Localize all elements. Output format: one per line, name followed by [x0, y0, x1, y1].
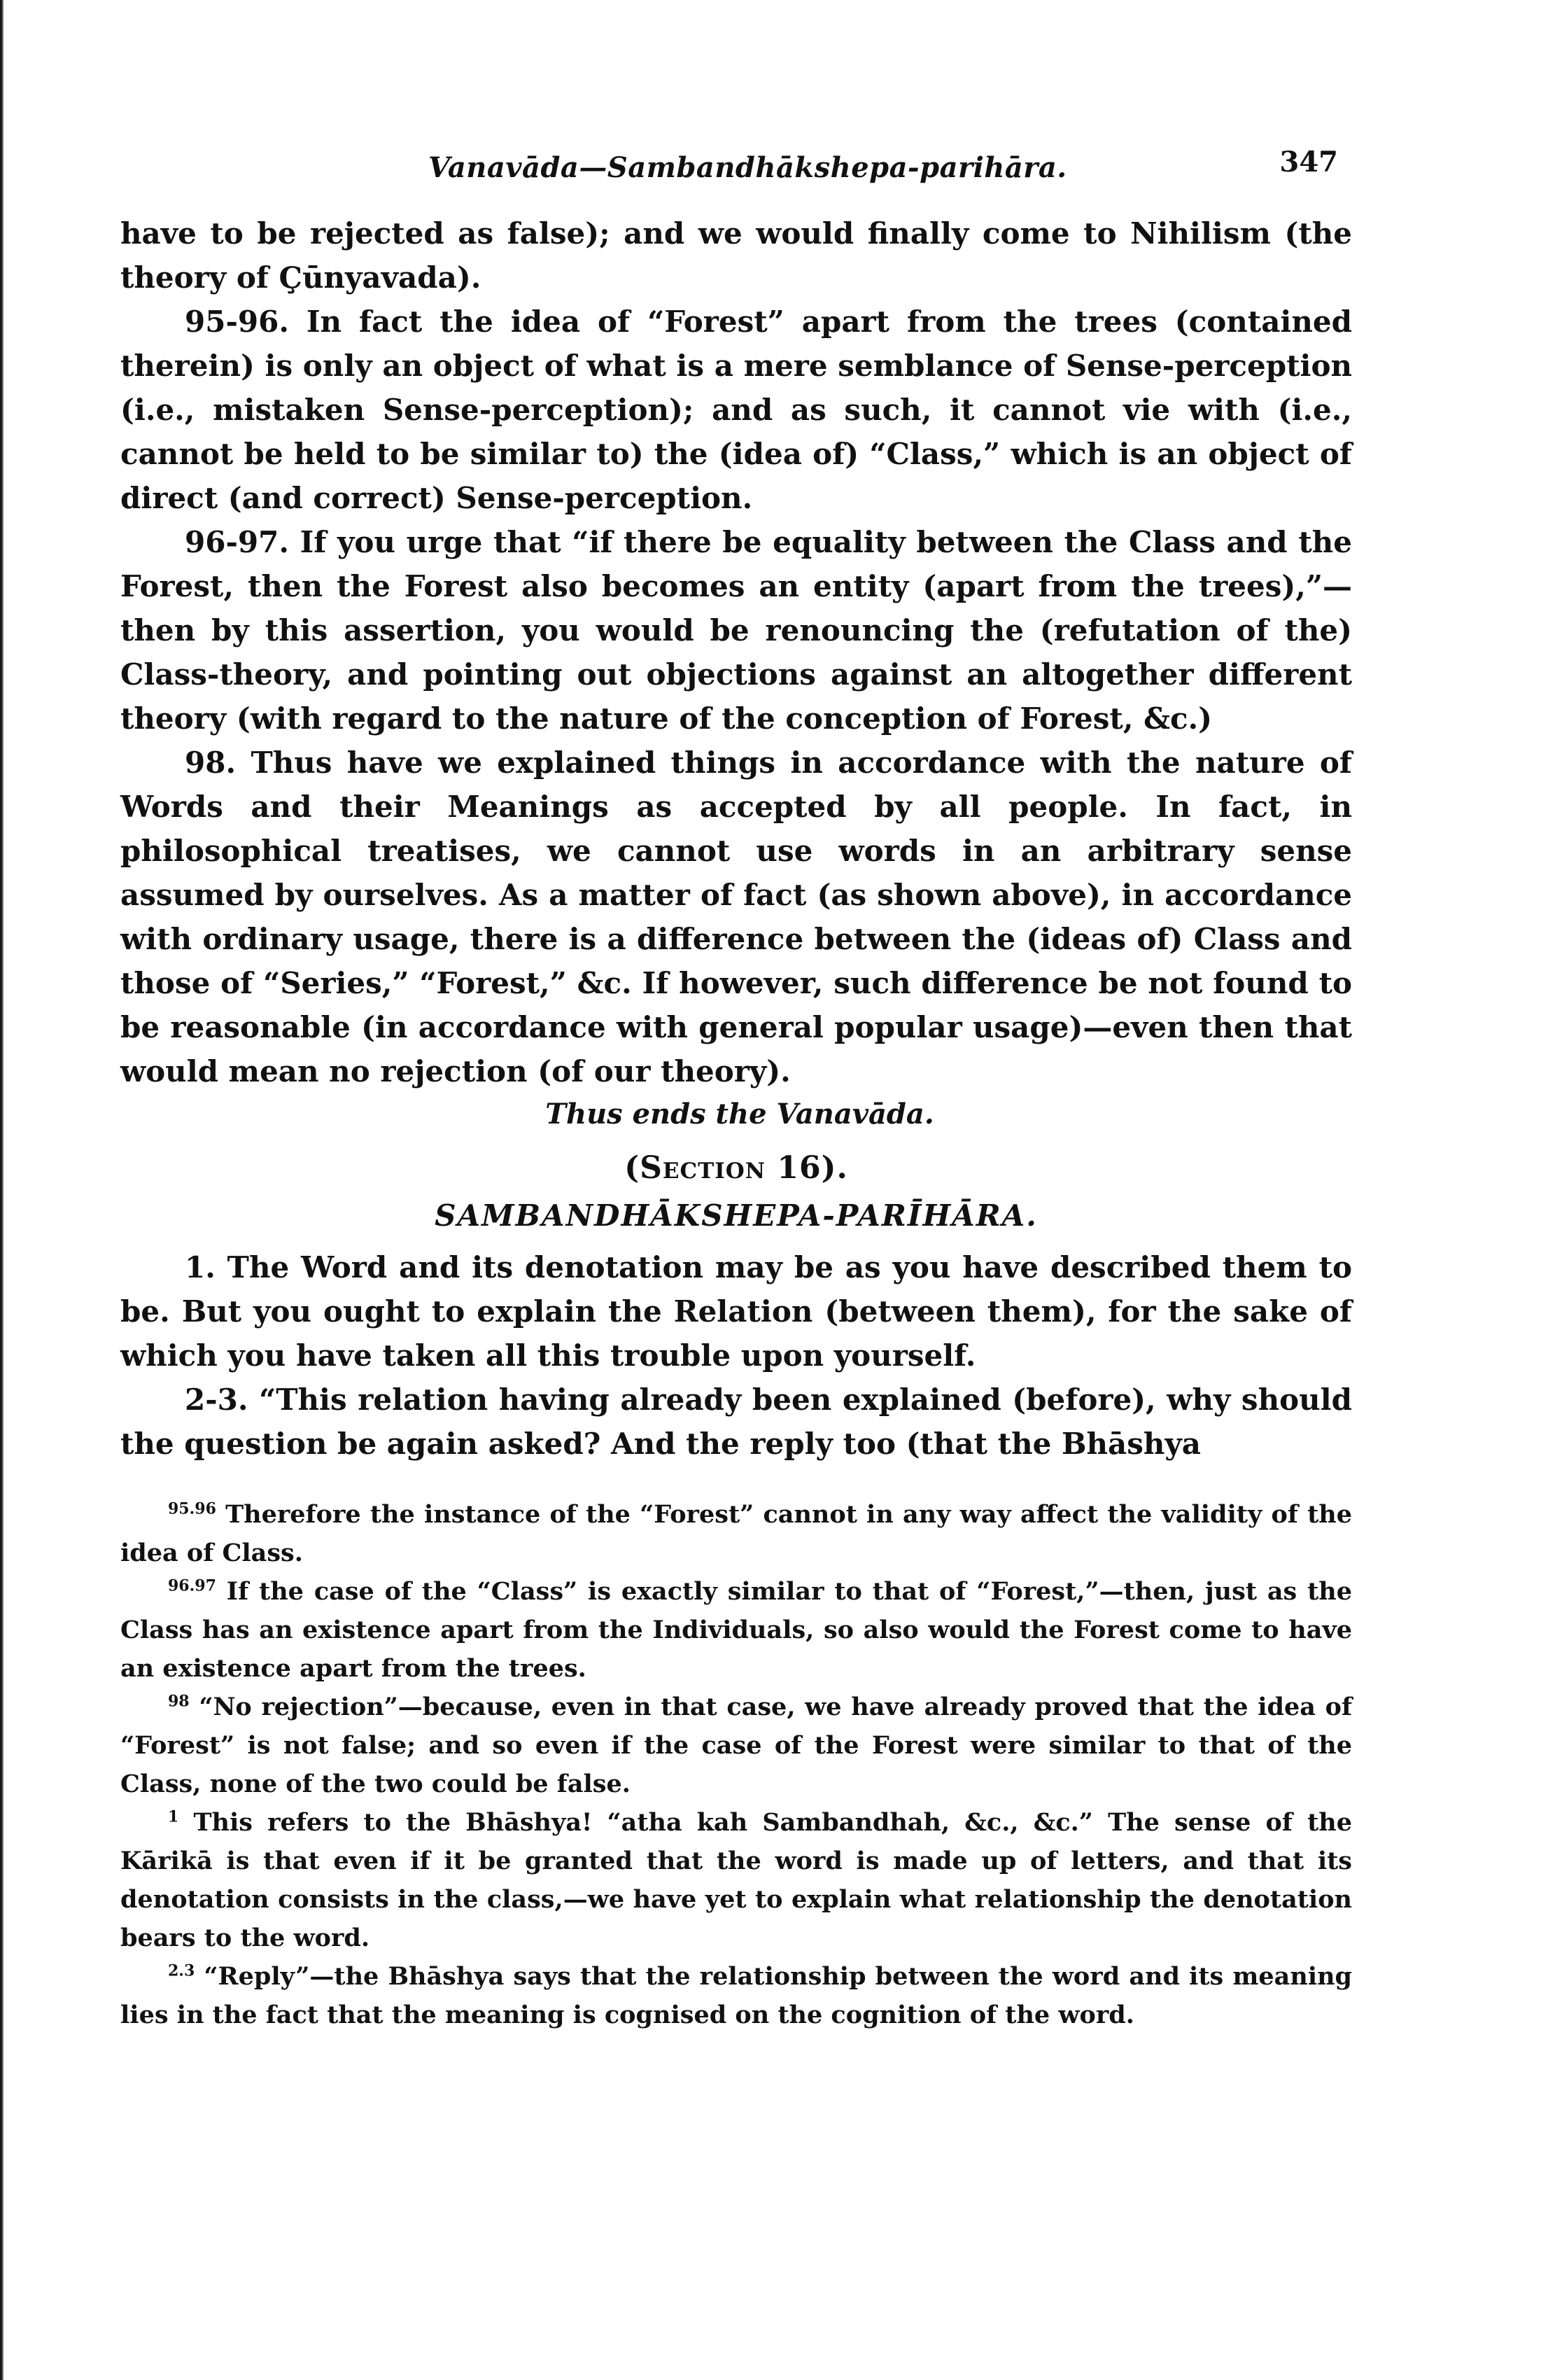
- running-title: Vanavāda—Sambandhākshepa-parihāra.: [428, 151, 1067, 184]
- section-text: [120, 1245, 1352, 1466]
- footnotes: [120, 1495, 1352, 2034]
- footnote-text: This refers to the Bhāshya! “atha kah Sambandhah, &c., &c.” The sense of the Kārikā is that even if it be granted that the word is made up of letters, and that its denotation consists in the class,—we have yet to explain what relationship the denotation bears to the word.: [120, 1808, 1352, 1952]
- paragraph: 95-96. In fact the idea of “Forest” apart from the trees (contained therein) is only an object of what is a mere semblance of Sense-perception (i.e., mistaken Sense-perception); and as such, it cannot vie with (i.e., cannot be held to be similar to) the (idea of) “Class,” which is an object of direct (and correct) Sense-perception.: [120, 304, 1352, 515]
- footnote-text: Therefore the instance of the “Forest” cannot in any way affect the validity of the idea of Class.: [120, 1500, 1352, 1567]
- paragraph: 2-3. “This relation having already been explained (before), why should the question be again asked? And the reply too (that the Bhāshya: [120, 1382, 1352, 1461]
- paragraph: have to be rejected as false); and we would finally come to Nihilism (the theory of Çūnyavada).: [120, 216, 1352, 295]
- paragraph: 96-97. If you urge that “if there be equality between the Class and the Forest, then the Forest also becomes an entity (apart from the trees),”—then by this assertion, you would be renouncing the (refutation of the) Class-theory, and pointing out objections against an altogether different theory (with regard to the nature of the conception of Forest, &c.): [120, 525, 1352, 736]
- section-label: Section: [640, 1150, 766, 1186]
- footnote: [120, 1803, 1352, 1957]
- footnote-mark: 1: [168, 1807, 179, 1826]
- running-header: [120, 146, 1352, 200]
- section-title: SAMBANDHĀKSHEPA-PARĪHĀRA.: [435, 1198, 1038, 1233]
- footnote-text: “No rejection”—because, even in that case, we have already proved that the idea of “Forest” is not false; and so even if the case of the Forest were similar to that of the Class, none of the two could be false.: [120, 1693, 1352, 1798]
- footnote: [120, 1688, 1352, 1803]
- paragraph: 98. Thus have we explained things in accordance with the nature of Words and their Meanings as accepted by all people. In fact, in philosophical treatises, we cannot use words in an arbitrary sense assumed by ourselves. As a matter of fact (as shown above), in accordance with ordinary usage, there is a difference between the (ideas of) Class and those of “Series,” “Forest,” &c. If however, such difference be not found to be reasonable (in accordance with general popular usage)—even then that would mean no rejection (of our theory).: [120, 746, 1352, 1088]
- footnote: [120, 1957, 1352, 2034]
- footnote-mark: 2.3: [168, 1961, 195, 1980]
- footnote: [120, 1572, 1352, 1688]
- page-number: 347: [1279, 146, 1338, 178]
- footnote-mark: 95.96: [168, 1499, 216, 1518]
- footnote-text: “Reply”—the Bhāshya says that the relationship between the word and its meaning lies in the fact that the meaning is cognised on the cognition of the word.: [120, 1962, 1352, 2029]
- main-text: [120, 211, 1352, 1093]
- book-page: [120, 146, 1352, 2034]
- footnote-mark: 98: [168, 1692, 190, 1711]
- footnote-mark: 96.97: [168, 1576, 216, 1595]
- paragraph: 1. The Word and its denotation may be as you have described them to be. But you ought to explain the Relation (between them), for the sake of which you have taken all this trouble upon yourself.: [120, 1250, 1352, 1373]
- ends-line: Thus ends the Vanavāda.: [545, 1098, 934, 1130]
- page-binding-edge: [0, 0, 10, 2380]
- section-number: 16: [777, 1150, 822, 1186]
- footnote-text: If the case of the “Class” is exactly similar to that of “Forest,”—then, just as the Class has an existence apart from the Individuals, so also would the Forest come to have an existence apart from the trees.: [120, 1577, 1352, 1683]
- section-heading: (Section 16).: [624, 1150, 848, 1186]
- footnote: [120, 1495, 1352, 1572]
